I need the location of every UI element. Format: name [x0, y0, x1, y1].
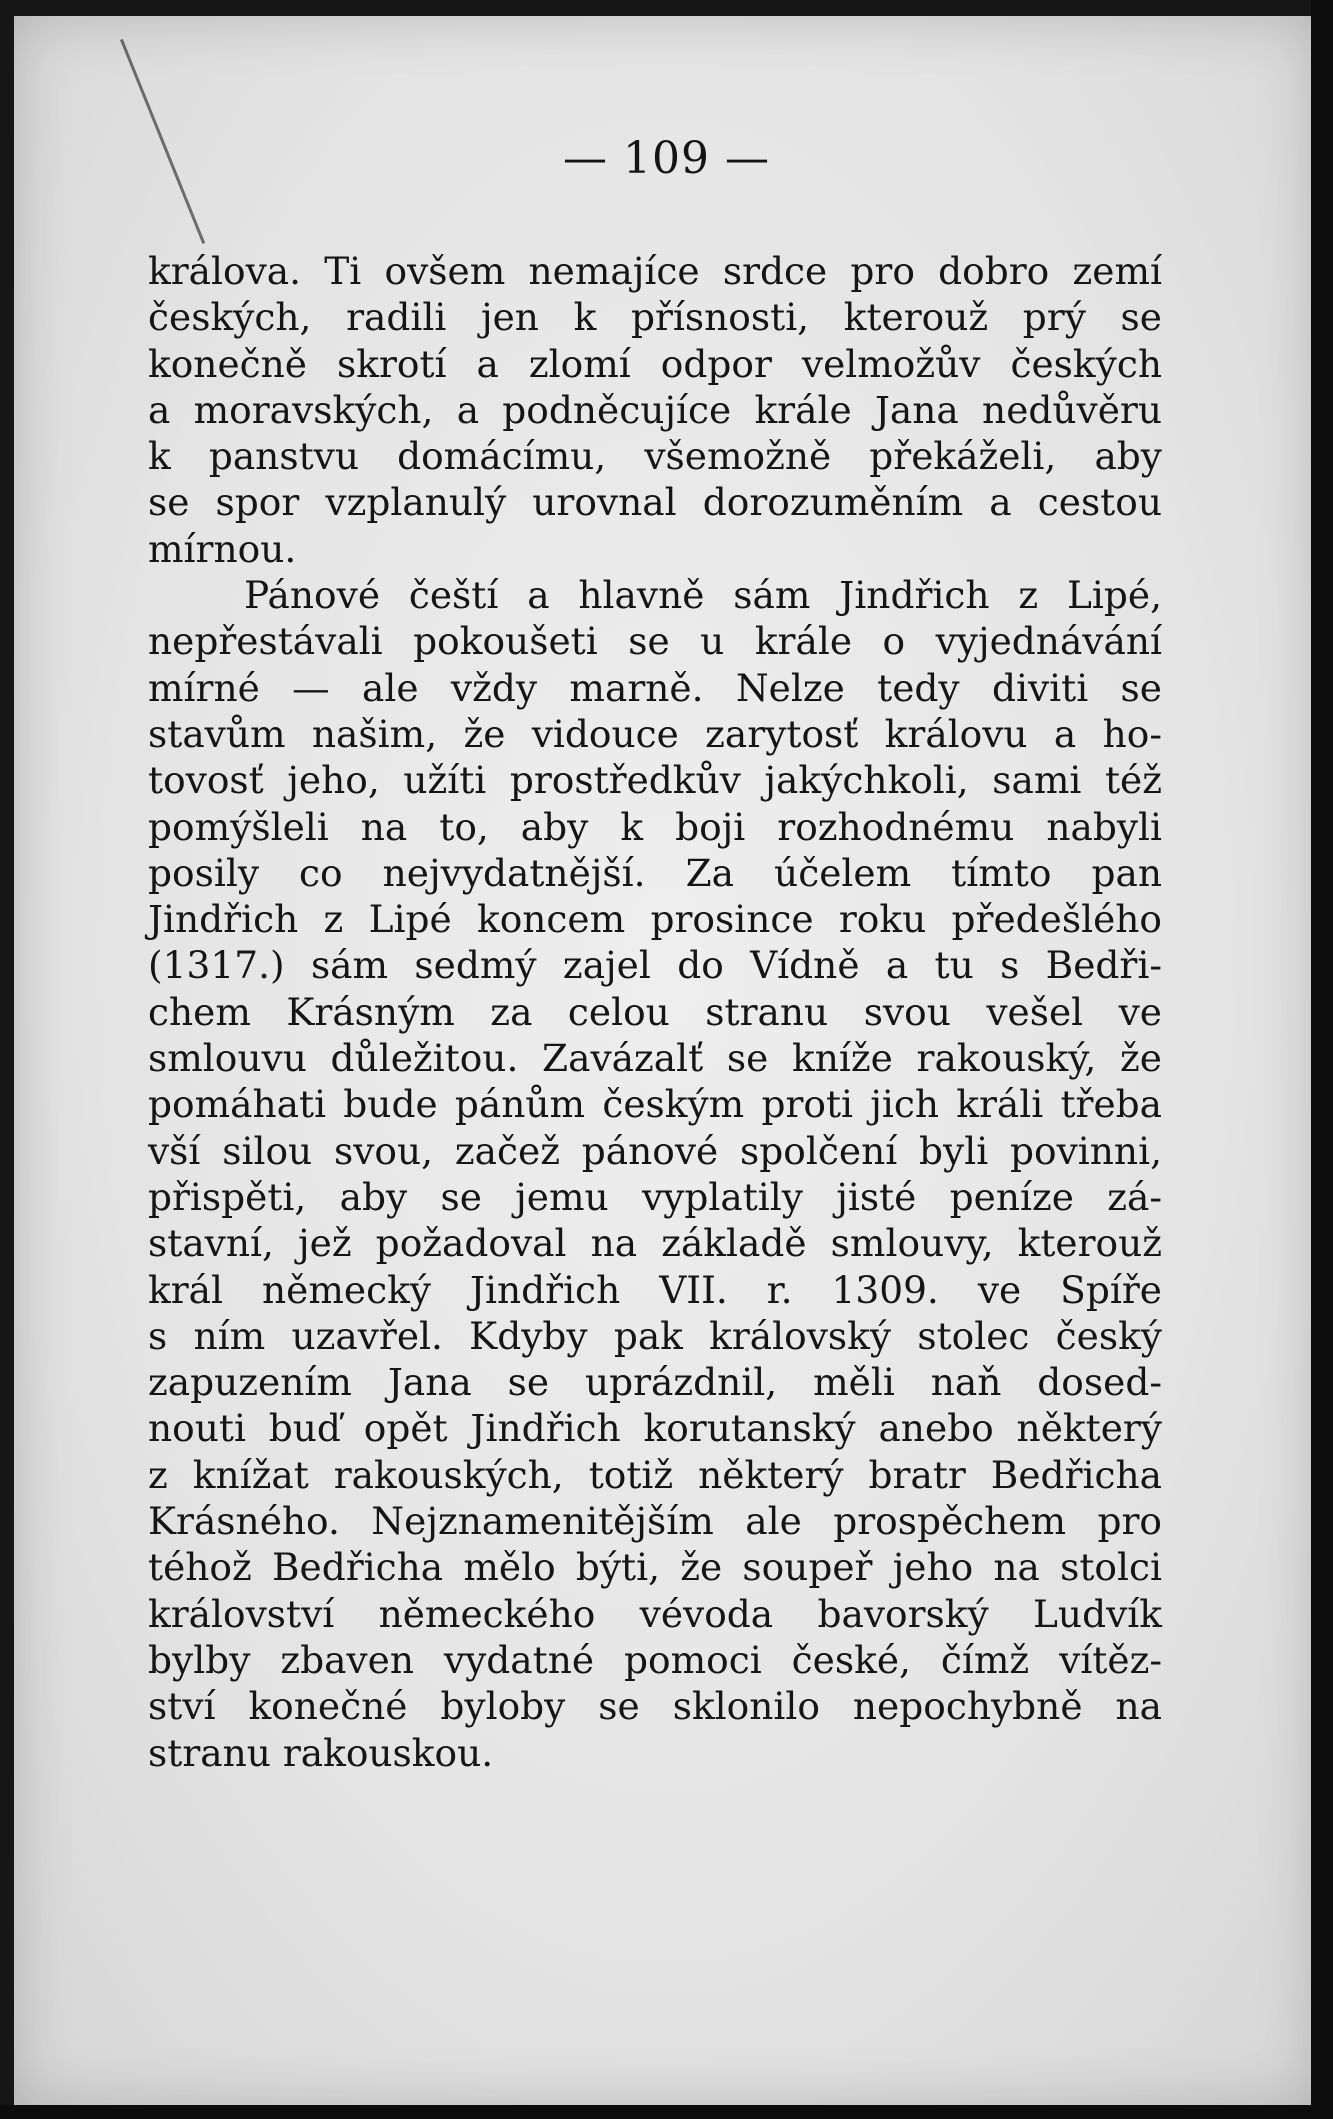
text-line: chem Krásným za celou stranu svou vešel ve	[148, 989, 1162, 1034]
page-number: — 109 —	[563, 133, 770, 184]
text-line: k panstvu domácímu, všemožně překáželi, aby	[148, 434, 1162, 479]
body-text	[148, 248, 1162, 1776]
text-line: stranu rakouskou.	[148, 1730, 494, 1775]
scan-edge-bottom	[0, 2105, 1333, 2119]
text-line: ství konečné byloby se sklonilo nepochybně na	[148, 1684, 1162, 1729]
text-line: vší silou svou, začež pánové spolčení byli povinni,	[148, 1128, 1162, 1173]
text-line: nouti buď opět Jindřich korutanský anebo některý	[148, 1406, 1162, 1451]
text-line: tovosť jeho, užíti prostředkův jakýchkoli, sami též	[148, 758, 1162, 803]
text-line: mírnou.	[148, 526, 297, 571]
text-line: mírné — ale vždy marně. Nelze tedy diviti se	[148, 665, 1162, 710]
text-line: konečně skrotí a zlomí odpor velmožův českých	[148, 341, 1162, 386]
text-line: bylby zbaven vydatné pomoci české, čímž vítěz-	[148, 1637, 1162, 1682]
text-line: pomýšleli na to, aby k boji rozhodnému nabyli	[148, 804, 1162, 849]
text-line: Pánové čeští a hlavně sám Jindřich z Lipé,	[244, 573, 1162, 618]
text-line: (1317.) sám sedmý zajel do Vídně a tu s Bedři-	[148, 943, 1162, 988]
text-line: z knížat rakouských, totiž některý bratr Bedřicha	[148, 1452, 1162, 1497]
scan-edge-right	[1311, 0, 1333, 2119]
text-line: posily co nejvydatnější. Za účelem tímto pan	[148, 850, 1162, 895]
text-line: stavní, jež požadoval na základě smlouvy, kterouž	[148, 1221, 1162, 1266]
text-line: smlouvu důležitou. Zavázalť se kníže rakouský, že	[148, 1036, 1162, 1081]
text-line: s ním uzavřel. Kdyby pak královský stolec český	[148, 1313, 1162, 1358]
text-line: králova. Ti ovšem nemajíce srdce pro dobro zemí	[148, 249, 1162, 293]
text-line: království německého vévoda bavorský Ludvík	[148, 1591, 1162, 1636]
text-line: nepřestávali pokoušeti se u krále o vyjednávání	[148, 619, 1162, 664]
text-line: se spor vzplanulý urovnal dorozuměním a cestou	[148, 480, 1162, 525]
text-line: a moravských, a podněcujíce krále Jana nedůvěru	[148, 387, 1162, 432]
text-line: téhož Bedřicha mělo býti, že soupeř jeho na stolci	[148, 1545, 1162, 1590]
text-line: pomáhati bude pánům českým proti jich králi třeba	[148, 1082, 1162, 1127]
text-line: stavům našim, že vidouce zarytosť královu a ho-	[148, 711, 1162, 756]
text-line: král německý Jindřich VII. r. 1309. ve Spíře	[148, 1267, 1162, 1312]
text-line: Krásného. Nejznamenitějším ale prospěchem pro	[148, 1499, 1162, 1544]
text-line: přispěti, aby se jemu vyplatily jisté peníze zá-	[148, 1174, 1162, 1219]
text-line: Jindřich z Lipé koncem prosince roku předešlého	[148, 897, 1162, 942]
text-line: českých, radili jen k přísnosti, kterouž prý se	[148, 295, 1162, 340]
text-line: zapuzením Jana se uprázdnil, měli naň dosed-	[148, 1360, 1162, 1405]
